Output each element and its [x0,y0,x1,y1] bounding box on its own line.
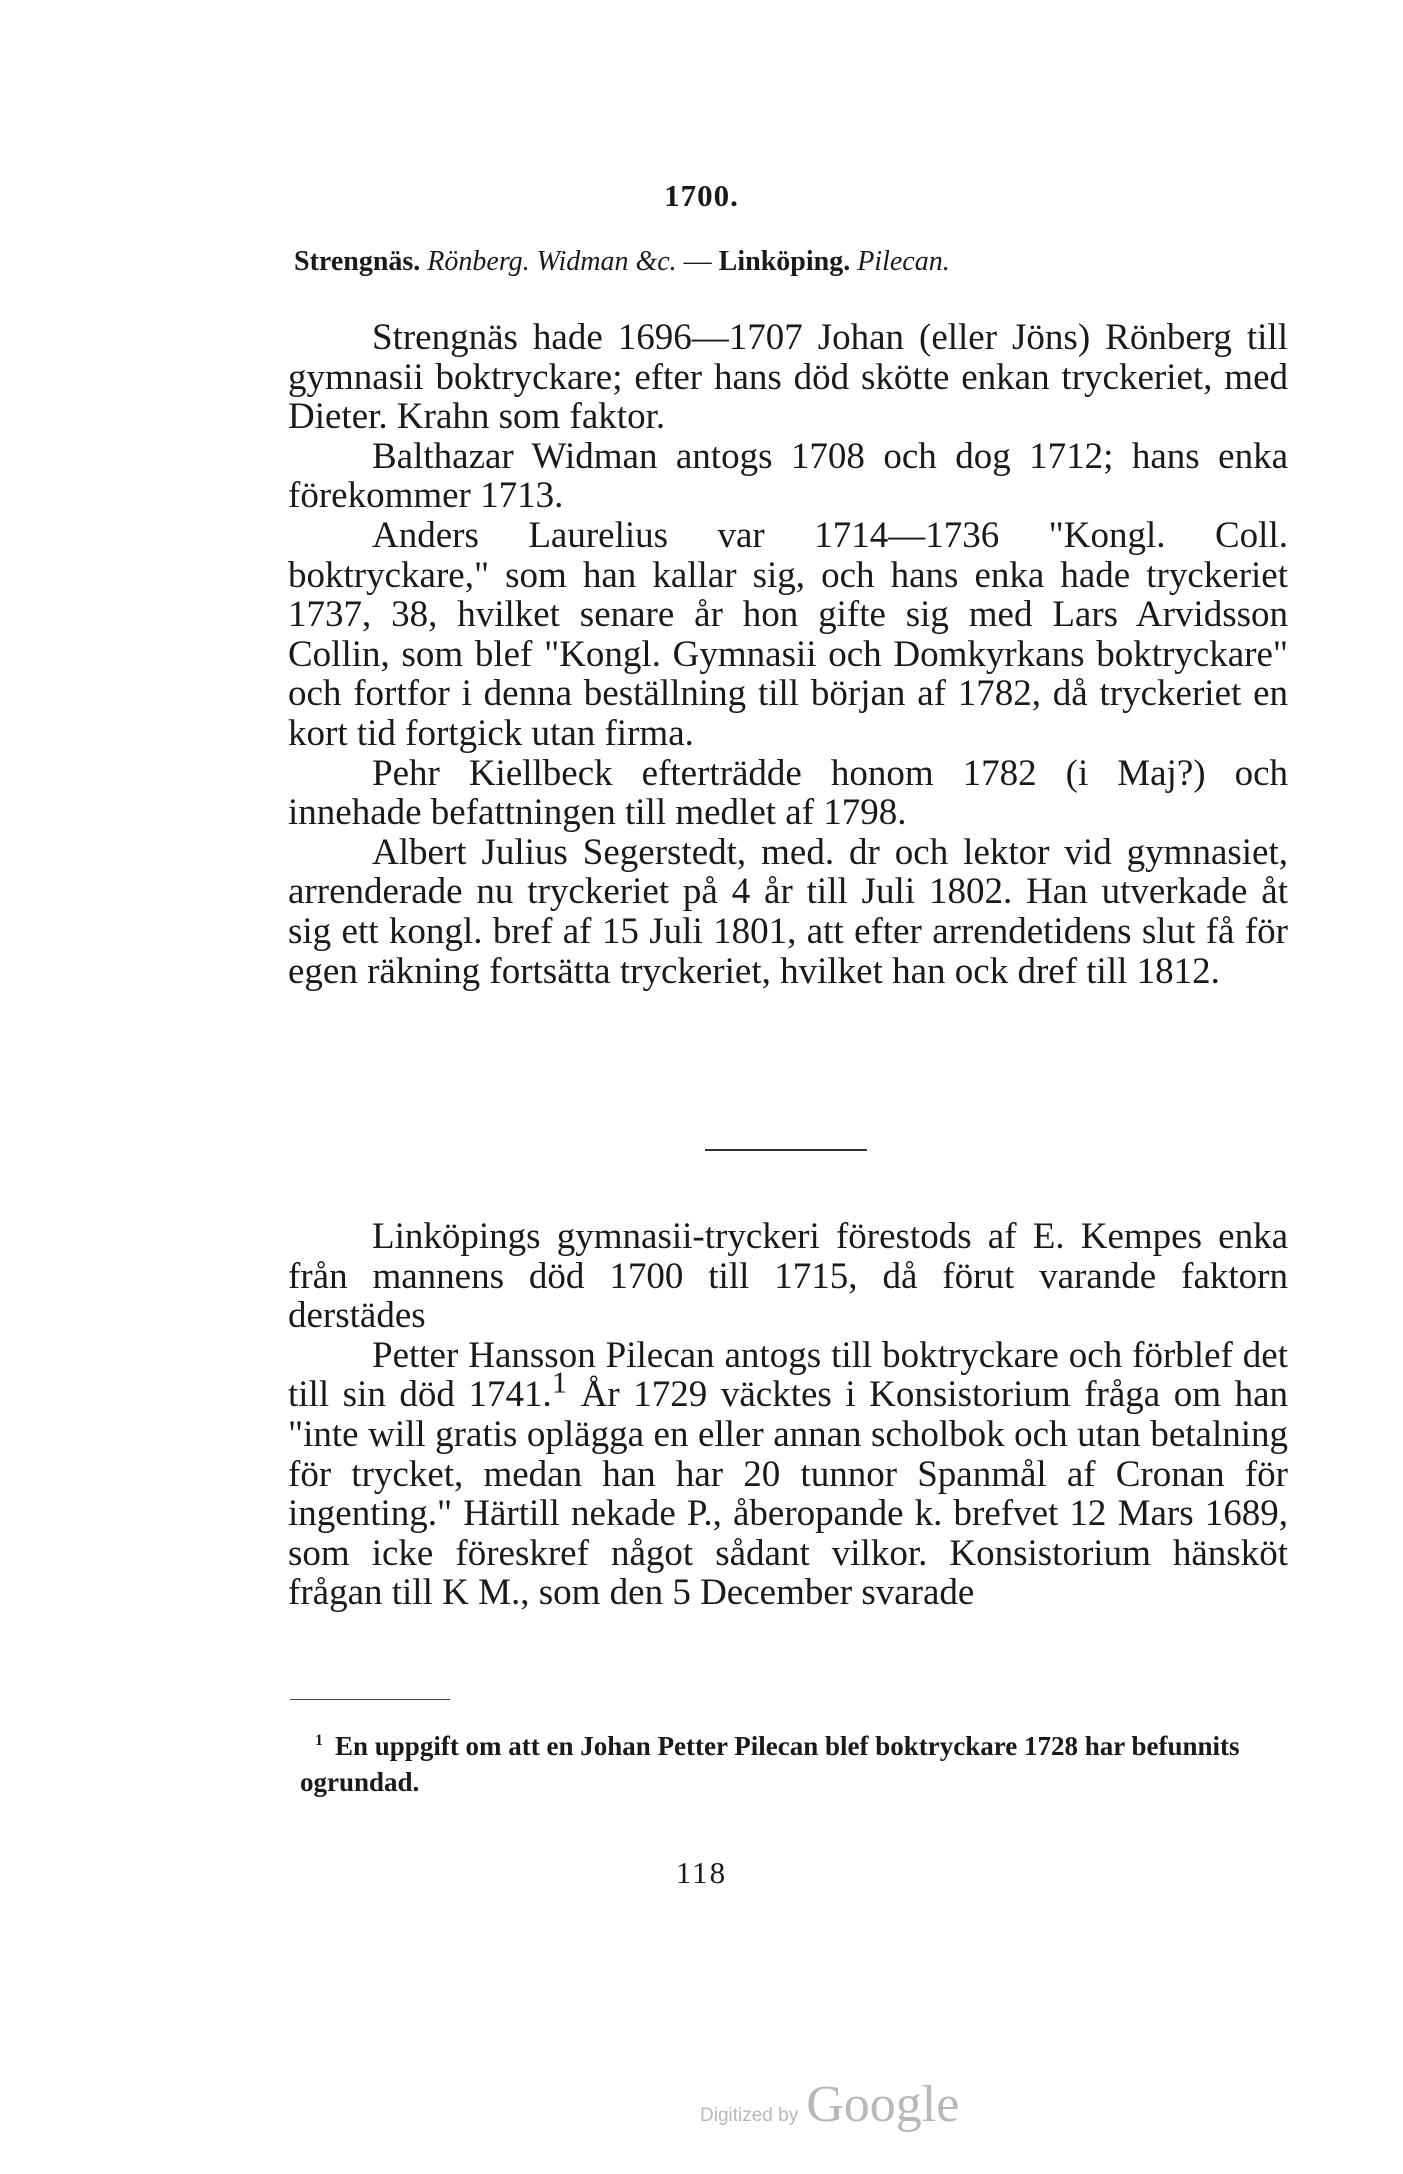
running-head-separator: — [676,246,719,277]
running-head-names-strengnas: Rönberg. Widman &c. [427,246,677,277]
footnote-reference: 1 [551,1366,568,1401]
paragraph [288,1336,1288,1613]
section-divider [705,1149,867,1151]
watermark-prefix: Digitized by [700,2105,799,2126]
strengnas-section [288,318,1288,991]
running-head-names-linkoping: Pilecan. [857,246,950,277]
footnote-divider [290,1699,450,1700]
running-head-place-linkoping: Linköping. [718,246,851,277]
google-logo: Google [806,2076,960,2133]
footnote-text: En uppgift om att en Johan Petter Pilecan blef boktryckare 1728 har befunnits ogrundad. [300,1731,1240,1797]
paragraph: Pehr Kiellbeck efterträdde honom 1782 (i Maj?) och innehade befattningen till medlet af 1798. [288,752,1288,834]
paragraph: Anders Laurelius var 1714—1736 "Kongl. Coll. boktryckare," som han kallar sig, och hans enka hade tryckeriet 1737, 38, hvilket senare år hon gifte sig med Lars Arvidsson Collin, som blef "Kongl. Gymnasii och Domkyrkans boktryckare" och fortfor i denna beställning till början af 1782, då tryckeriet en kort tid fortgick utan firma. [288,514,1288,754]
paragraph: Linköpings gymnasii-tryckeri förestods af E. Kempes enka från mannens död 1700 till 1715, då förut varande faktorn derstädes [288,1216,1288,1337]
digitized-watermark [700,2075,959,2134]
running-head-place-strengnas: Strengnäs. [294,246,421,277]
running-head [294,246,1294,278]
paragraph-text: Petter Hansson Pilecan antogs till boktryckare och förblef det till sin död 1741. [288,1334,1288,1416]
footnote [300,1728,1290,1800]
paragraph-text: År 1729 väcktes i Konsistorium fråga om han "inte will gratis oplägga en eller annan scholbok och utan betalning för trycket, medan han har 20 tunnor Spanmål af Cronan för ingenting." Härtill nekade P., åberopande k. brefvet 12 Mars 1689, som icke föreskref något sådant vilkor. Konsistorium hänsköt frågan till K M., som den 5 December svarade [288,1374,1288,1614]
linkoping-section [288,1217,1288,1613]
page-number: 118 [675,1855,728,1890]
paragraph: Albert Julius Segerstedt, med. dr och lektor vid gymnasiet, arrenderade nu tryckeriet på 4 år till Juli 1802. Han utverkade åt sig ett kongl. bref af 15 Juli 1801, att efter arrendetidens slut få för egen räkning fortsätta tryckeriet, hvilket han ock dref till 1812. [288,831,1288,992]
footnote-marker: 1 [315,1732,323,1749]
paragraph: Strengnäs hade 1696—1707 Johan (eller Jöns) Rönberg till gymnasii boktryckare; efter hans död skötte enkan tryckeriet, med Dieter. Krahn som faktor. [288,317,1288,438]
page-year-heading: 1700. [664,178,739,213]
paragraph: Balthazar Widman antogs 1708 och dog 1712; hans enka förekommer 1713. [288,435,1288,517]
